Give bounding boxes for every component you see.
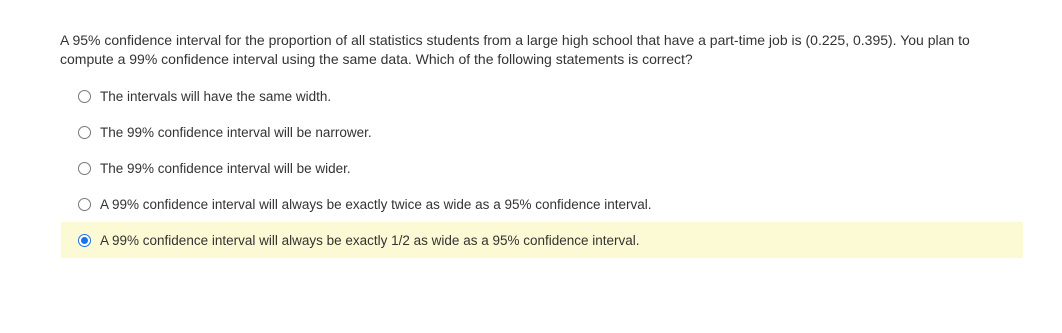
answer-option-3[interactable] [61, 150, 1023, 186]
option-label-3: The 99% confidence interval will be wider. [100, 160, 351, 176]
answer-options [61, 78, 1023, 258]
option-label-1: The intervals will have the same width. [100, 88, 332, 104]
answer-option-1[interactable] [61, 78, 1023, 114]
option-label-4: A 99% confidence interval will always be exactly twice as wide as a 95% confidence interval. [100, 196, 652, 212]
radio-button-1[interactable] [78, 90, 91, 103]
option-label-5: A 99% confidence interval will always be exactly 1/2 as wide as a 95% confidence interval. [100, 232, 640, 248]
question-text: A 95% confidence interval for the proportion of all statistics students from a large high school that have a part-time job is (0.225, 0.395). You plan to compute a 99% confidence interval using the same data. Which of the following statements is correct? [60, 32, 970, 67]
radio-button-4[interactable] [78, 198, 91, 211]
answer-option-5[interactable] [61, 222, 1023, 258]
answer-option-4[interactable] [61, 186, 1023, 222]
radio-button-5[interactable] [78, 234, 91, 247]
answer-option-2[interactable] [61, 114, 1023, 150]
radio-button-3[interactable] [78, 162, 91, 175]
option-label-2: The 99% confidence interval will be narrower. [100, 124, 372, 140]
radio-button-2[interactable] [78, 126, 91, 139]
